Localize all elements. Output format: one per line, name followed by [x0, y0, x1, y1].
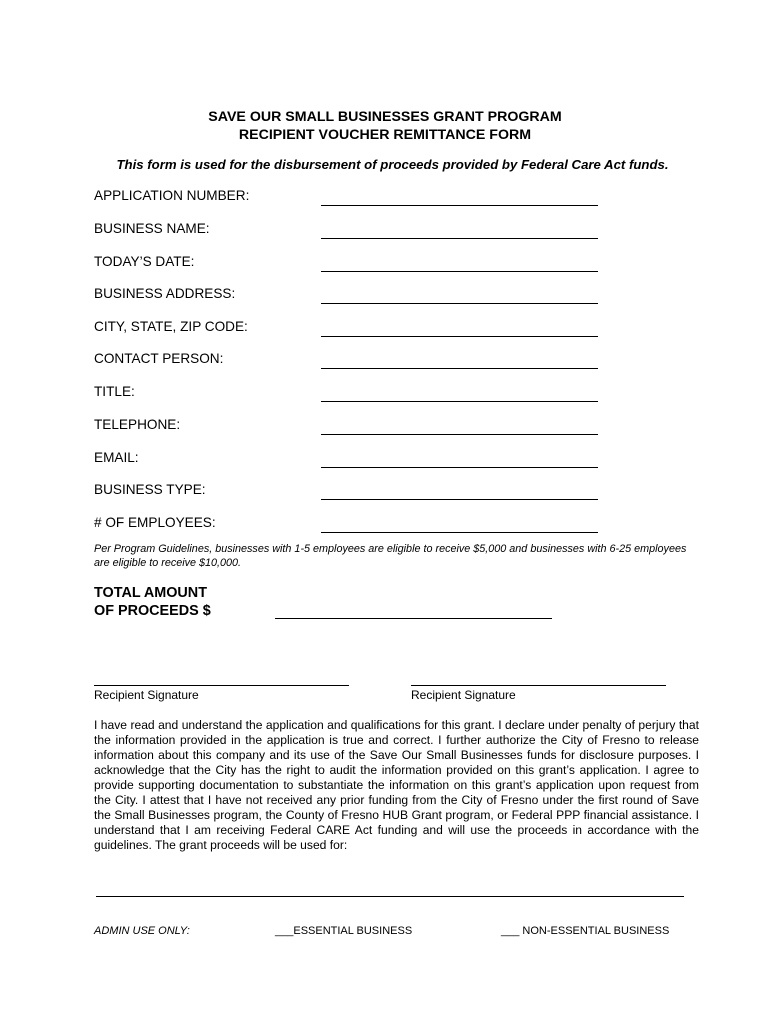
total-amount-label-line2: OF PROCEEDS $ [94, 603, 211, 619]
field-todays-date [94, 254, 614, 274]
title-input-line[interactable] [321, 401, 598, 402]
field-contact-person [94, 351, 614, 371]
total-amount-label-line1: TOTAL AMOUNT [94, 585, 207, 601]
todays-date-input-line[interactable] [321, 271, 598, 272]
business-address-input-line[interactable] [321, 303, 598, 304]
total-amount-input-line[interactable] [275, 618, 552, 619]
field-title [94, 384, 614, 404]
business-name-input-line[interactable] [321, 238, 598, 239]
field-label: EMAIL: [94, 450, 139, 465]
field-business-name [94, 221, 614, 241]
field-telephone [94, 417, 614, 437]
recipient-signature-line-right[interactable] [411, 685, 666, 686]
field-city-state-zip [94, 319, 614, 339]
business-type-input-line[interactable] [321, 499, 598, 500]
city-state-zip-input-line[interactable] [321, 336, 598, 337]
field-label: CONTACT PERSON: [94, 351, 224, 366]
field-label: TITLE: [94, 384, 135, 399]
email-input-line[interactable] [321, 467, 598, 468]
recipient-signature-label-right: Recipient Signature [411, 688, 516, 702]
admin-use-only-label: ADMIN USE ONLY: [94, 925, 190, 937]
field-label: TELEPHONE: [94, 417, 181, 432]
field-business-type [94, 482, 614, 502]
recipient-signature-label-left: Recipient Signature [94, 688, 199, 702]
field-label: BUSINESS TYPE: [94, 482, 206, 497]
field-email [94, 450, 614, 470]
total-amount-label [94, 584, 211, 620]
form-subtitle: This form is used for the disbursement of proceeds provided by Federal Care Act funds. [116, 157, 669, 172]
essential-business-option[interactable]: ___ESSENTIAL BUSINESS [275, 925, 413, 937]
guidelines-note: Per Program Guidelines, businesses with 1-5 employees are eligible to receive $5,000 and businesses with 6-25 employees are eligible to receive $10,000. [94, 543, 687, 569]
field-label: CITY, STATE, ZIP CODE: [94, 319, 248, 334]
telephone-input-line[interactable] [321, 434, 598, 435]
employees-input-line[interactable] [321, 532, 598, 533]
field-label: TODAY’S DATE: [94, 254, 195, 269]
field-label: # OF EMPLOYEES: [94, 515, 216, 530]
application-number-input-line[interactable] [321, 205, 598, 206]
field-number-of-employees [94, 515, 614, 535]
recipient-signature-line-left[interactable] [94, 685, 349, 686]
field-business-address [94, 286, 614, 306]
contact-person-input-line[interactable] [321, 368, 598, 369]
proceeds-use-input-line[interactable] [96, 896, 684, 897]
declaration-paragraph: I have read and understand the application and qualifications for this grant. I declare under penalty of perjury that the information provided in the application is true and correct. I further authorize the City of Fresno to release information about this company and its use of the Save Our Small Businesses funds for disclosure purposes. I acknowledge that the City has the right to audit the information provided on this grant’s application. I agree to provide supporting documentation to substantiate the information on this grant’s application upon request from the City. I attest that I have not received any prior funding from the City of Fresno under the first round of Save the Small Businesses program, the County of Fresno HUB Grant program, or Federal PPP financial assistance. I understand that I am receiving Federal CARE Act funding and will use the proceeds in accordance with the guidelines. The grant proceeds will be used for: [94, 718, 699, 852]
form-title-line1: SAVE OUR SMALL BUSINESSES GRANT PROGRAM [208, 109, 562, 125]
field-label: BUSINESS ADDRESS: [94, 286, 236, 301]
non-essential-business-option[interactable]: ___ NON-ESSENTIAL BUSINESS [501, 925, 670, 937]
field-label: APPLICATION NUMBER: [94, 188, 250, 203]
form-title-line2: RECIPIENT VOUCHER REMITTANCE FORM [238, 127, 532, 143]
field-application-number [94, 188, 614, 208]
field-label: BUSINESS NAME: [94, 221, 210, 236]
